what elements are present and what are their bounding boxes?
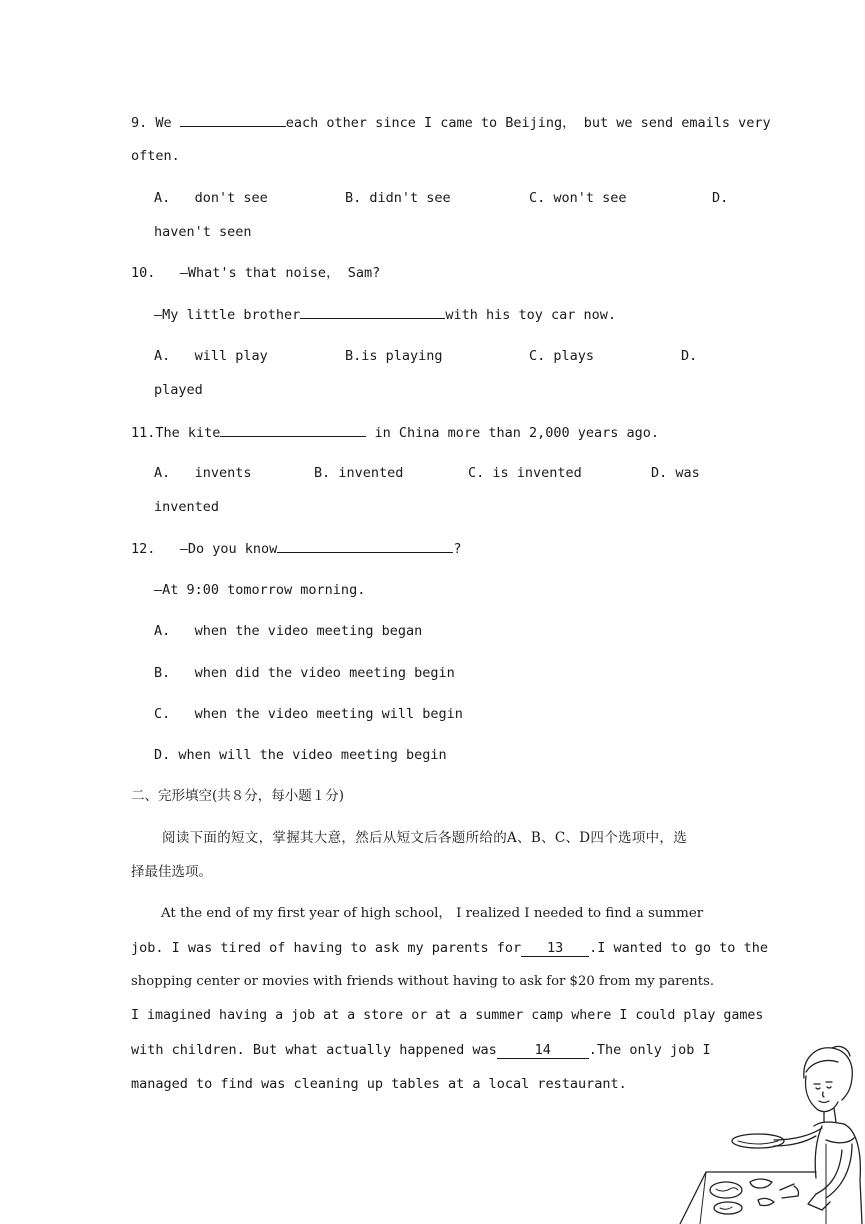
q9-option-a[interactable]: A. don't see [154, 190, 268, 206]
q10-option-c[interactable]: C. plays [529, 348, 595, 364]
q12-reply: —At 9:00 tomorrow morning. [154, 582, 366, 598]
passage-line-2 [131, 938, 768, 958]
passage-line-2-end: .I wanted to go to the [589, 940, 768, 956]
waitress-cleaning-table-illustration [676, 1040, 865, 1224]
q12-answer-blank[interactable] [277, 538, 453, 553]
q11-stem-start: 11.The kite [131, 425, 221, 441]
q9-stem-end: each other since I came to Beijing， but we send emails very [285, 115, 771, 131]
q9-stem [131, 112, 771, 133]
q10-option-d-text[interactable]: played [154, 382, 203, 398]
q11-stem-end: in China more than 2,000 years ago. [366, 425, 660, 441]
passage-line-6: managed to find was cleaning up tables at a local restaurant. [131, 1076, 627, 1092]
q9-stem-cont: often. [131, 148, 180, 164]
q12-option-d[interactable]: D. when will the video meeting begin [154, 747, 447, 763]
passage-line-3: shopping center or movies with friends without having to ask for $20 from my parents. [131, 974, 715, 989]
q11-answer-blank[interactable] [220, 422, 366, 437]
q10-answer-blank[interactable] [300, 304, 445, 319]
q12-stem-start: 12. —Do you know [131, 541, 278, 557]
q10-option-d[interactable]: D. [681, 348, 698, 364]
passage-line-2-start: job. I was tired of having to ask my parents for [131, 940, 522, 956]
passage-line-5 [131, 1040, 711, 1060]
q11-option-d-text[interactable]: invented [154, 499, 220, 515]
blank-13[interactable]: 13 [521, 941, 589, 957]
q11-option-a[interactable]: A. invents [154, 465, 252, 481]
q10-option-b[interactable]: B.is playing [345, 348, 443, 364]
q11-option-d[interactable]: D. was [651, 465, 700, 481]
q9-option-d[interactable]: D. [712, 190, 729, 206]
q11-option-b[interactable]: B. invented [314, 465, 404, 481]
passage-line-1: At the end of my first year of high school， I realized I needed to find a summer [161, 906, 704, 921]
blank-14[interactable]: 14 [497, 1043, 589, 1059]
q10-reply-start: —My little brother [154, 307, 301, 323]
q10-reply-end: with his toy car now. [445, 307, 616, 323]
q11-option-c[interactable]: C. is invented [468, 465, 582, 481]
q12-option-b[interactable]: B. when did the video meeting begin [154, 665, 455, 681]
q12-option-c[interactable]: C. when the video meeting will begin [154, 706, 463, 722]
q10-stem: 10. —What's that noise， Sam? [131, 265, 381, 281]
q12-stem-end: ? [453, 541, 462, 557]
passage-line-4: I imagined having a job at a store or at a summer camp where I could play games [131, 1008, 764, 1023]
q9-stem-start: 9. We [131, 115, 180, 131]
instruction-line-2: 择最佳选项。 [131, 864, 212, 880]
q12-option-a[interactable]: A. when the video meeting began [154, 623, 423, 639]
passage-line-5-end: .The only job I [588, 1042, 711, 1058]
passage-line-5-start: with children. But what actually happened was [131, 1042, 497, 1058]
q9-option-d-text[interactable]: haven't seen [154, 224, 252, 240]
section-heading: 二、完形填空(共８分，每小题１分) [131, 788, 345, 804]
q9-answer-blank[interactable] [180, 112, 286, 127]
q11-stem [131, 422, 659, 443]
q9-option-c[interactable]: C. won't see [529, 190, 627, 206]
q10-reply [154, 304, 616, 325]
q12-stem [131, 538, 461, 559]
q10-option-a[interactable]: A. will play [154, 348, 268, 364]
instruction-line-1: 阅读下面的短文，掌握其大意，然后从短文后各题所给的A、B、C、D四个选项中，选 [162, 830, 688, 846]
q9-option-b[interactable]: B. didn't see [345, 190, 451, 206]
